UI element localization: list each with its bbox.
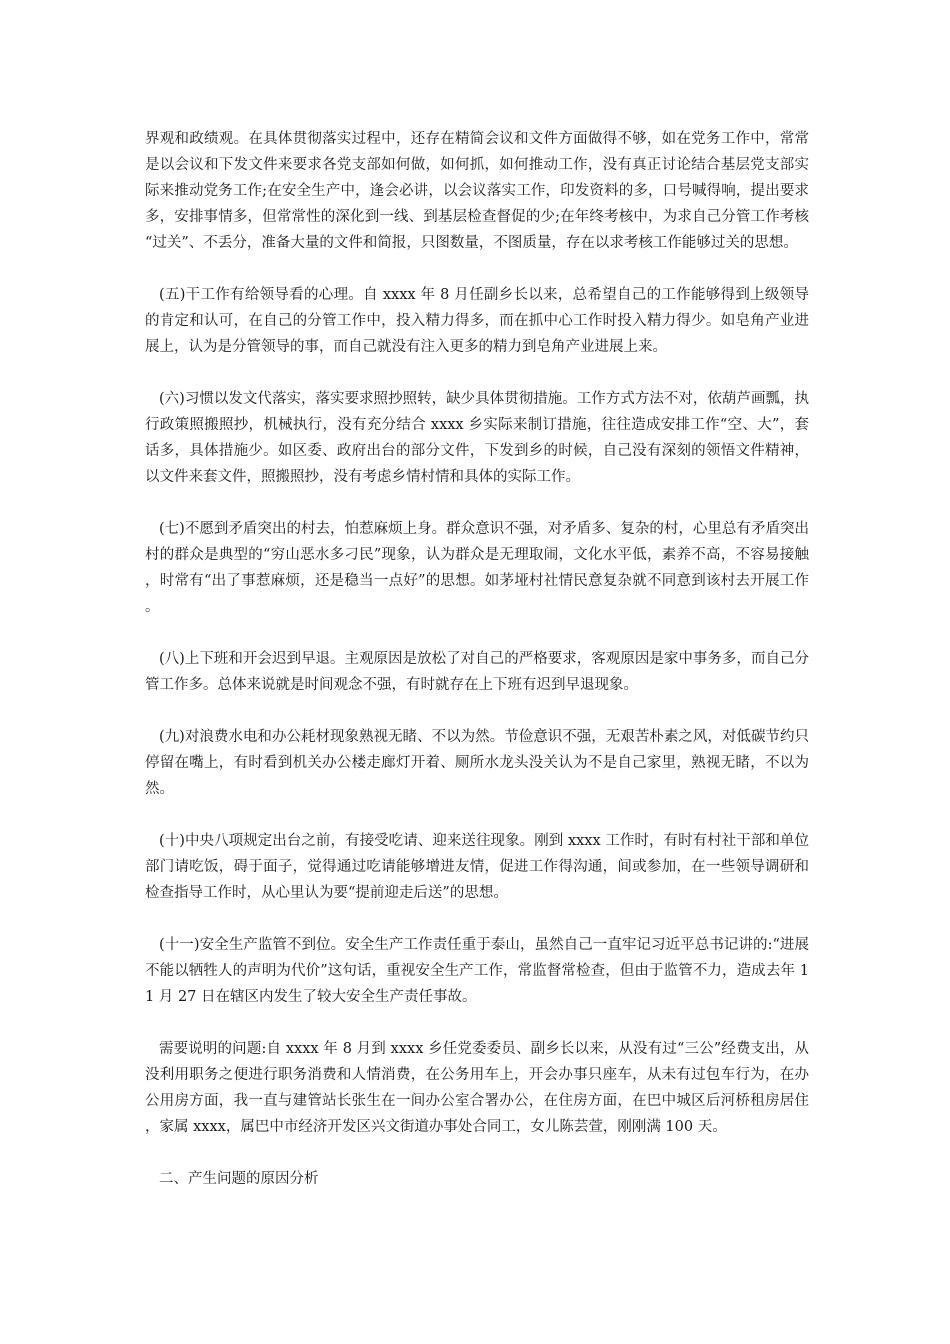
paragraph-item-5: (五)干工作有给领导看的心理。自 xxxx 年 8 月任副乡长以来，总希望自己的工作能够得到上级领导的肯定和认可，在自己的分管工作中，投入精力得多，而在抓中心工作时投入精力得少。如皂角产业进展上，认为是分管领导的事，而自己就没有注入更多的精力到皂角产业进展上来。 <box>145 287 809 355</box>
paragraph-item-6: (六)习惯以发文代落实，落实要求照抄照转，缺少具体贯彻措施。工作方式方法不对，依葫芦画瓢，执行政策照搬照抄，机械执行，没有充分结合 xxxx 乡实际来制订措施，往往造成安排工作“空、大”，套话多，具体措施少。如区委、政府出台的部分文件，下发到乡的时候，自己没有深刻的领悟文件精神，以文件来套文件，照搬照抄，没有考虑乡情村情和具体的实际工作。 <box>145 391 809 485</box>
paragraph-item-11: (十一)安全生产监管不到位。安全生产工作责任重于泰山，虽然自己一直牢记习近平总书记讲的:“进展不能以牺牲人的声明为代价”这句话，重视安全生产工作，常监督常检查，但由于监管不力，造成去年 11 月 27 日在辖区内发生了较大安全生产责任事故。 <box>145 937 809 1005</box>
paragraph-item-7: (七)不愿到矛盾突出的村去，怕惹麻烦上身。群众意识不强，对矛盾多、复杂的村，心里总有矛盾突出村的群众是典型的“穷山恶水多刁民”现象，认为群众是无理取闹，文化水平低，素养不高，不容易接触，时常有“出了事惹麻烦，还是稳当一点好”的思想。如茅垭村社情民意复杂就不同意到该村去开展工作。 <box>145 521 809 615</box>
paragraph-item-8: (八)上下班和开会迟到早退。主观原因是放松了对自己的严格要求，客观原因是家中事务多，而自己分管工作多。总体来说就是时间观念不强，有时就存在上下班有迟到早退现象。 <box>145 651 809 693</box>
paragraph-explanation: 需要说明的问题:自 xxxx 年 8 月到 xxxx 乡任党委委员、副乡长以来，从没有过“三公”经费支出，从没利用职务之便进行职务消费和人情消费，在公务用车上，开会办事只座车，从未有过包车行为，在办公用房方面，我一直与建管站长张生在一间办公室合署办公，在住房方面，在巴中城区后河桥租房居住，家属 xxxx，属巴中市经济开发区兴文街道办事处合同工，女儿陈芸萱，刚刚满 100 天。 <box>145 1041 809 1135</box>
paragraph-item-9: (九)对浪费水电和办公耗材现象熟视无睹、不以为然。节俭意识不强，无艰苦朴素之风，对低碳节约只停留在嘴上，有时看到机关办公楼走廊灯开着、厕所水龙头没关认为不是自己家里，熟视无睹，不以为然。 <box>145 729 809 797</box>
paragraph-item-10: (十)中央八项规定出台之前，有接受吃请、迎来送往现象。刚到 xxxx 工作时，有时有村社干部和单位部门请吃饭，碍于面子，觉得通过吃请能够增进友情，促进工作得沟通，间或参加，在一些领导调研和检查指导工作时，从心里认为要“提前迎走后送”的思想。 <box>145 833 809 901</box>
section-heading: 二、产生问题的原因分析 <box>159 1171 319 1187</box>
paragraph-continuation: 界观和政绩观。在具体贯彻落实过程中，还存在精简会议和文件方面做得不够，如在党务工作中，常常是以会议和下发文件来要求各党支部如何做，如何抓，如何推动工作，没有真正讨论结合基层党支部实际来推动党务工作;在安全生产中，逢会必讲，以会议落实工作，印发资料的多，口号喊得响，提出要求多，安排事情多，但常常性的深化到一线、到基层检查督促的少;在年终考核中，为求自己分管工作考核“过关”、不丢分，准备大量的文件和简报，只图数量，不图质量，存在以求考核工作能够过关的思想。 <box>145 131 809 251</box>
document-body <box>145 126 809 1192</box>
